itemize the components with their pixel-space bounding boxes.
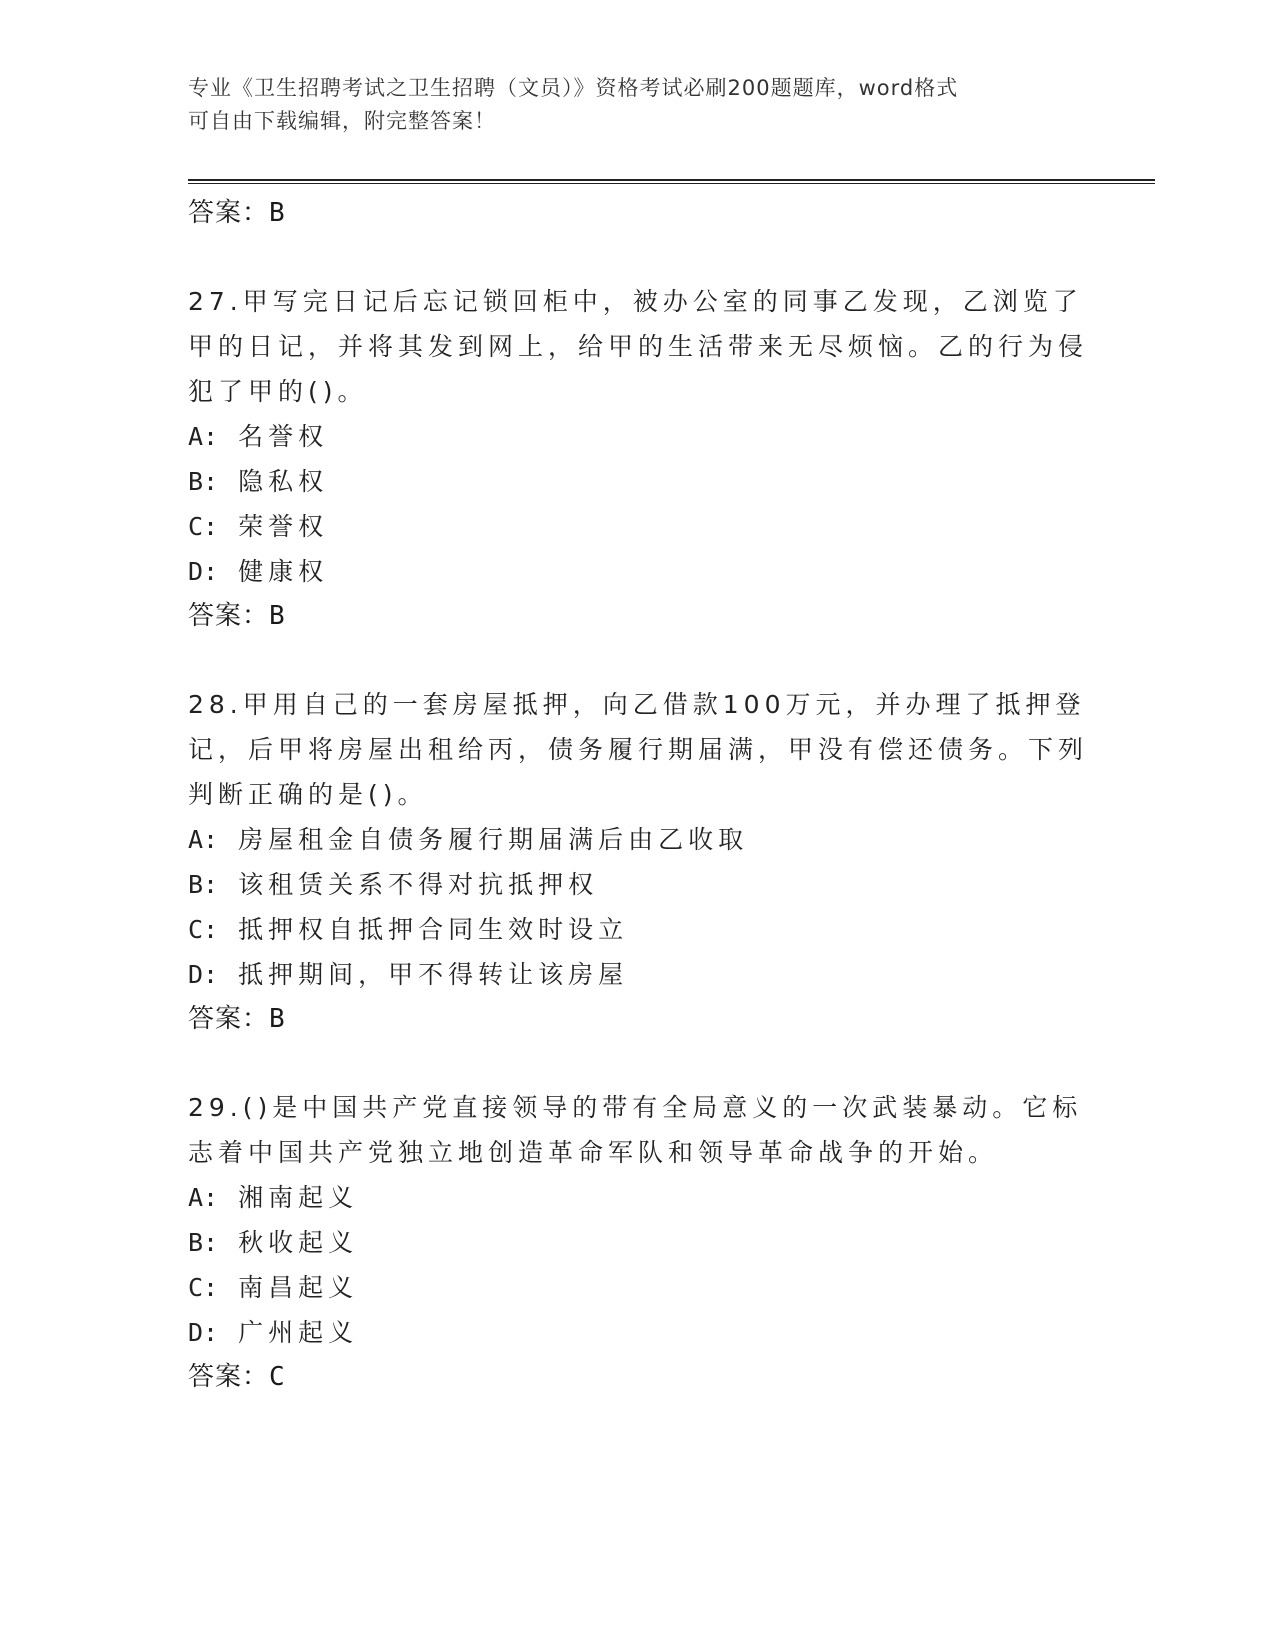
option-c: [188, 504, 1088, 549]
option-a: [188, 1175, 1088, 1220]
option-d: [188, 549, 1088, 594]
answer-label: 答案：: [188, 198, 270, 228]
option-key: C:: [188, 1273, 219, 1302]
option-b: [188, 459, 1088, 504]
option-key: B:: [188, 1228, 219, 1257]
option-b: [188, 862, 1088, 907]
option-key: D:: [188, 960, 219, 989]
option-key: D:: [188, 557, 219, 586]
answer-value: C: [269, 1362, 286, 1392]
answer-value: B: [269, 198, 286, 228]
question-text: 29.()是中国共产党直接领导的带有全局意义的一次武装暴动。它标志着中国共产党独立地创造革命军队和领导革命战争的开始。: [188, 1093, 1083, 1167]
question-29: [188, 1085, 1088, 1399]
option-key: C:: [188, 512, 219, 541]
answer-value: B: [269, 1004, 286, 1034]
option-text: 南昌起义: [238, 1273, 359, 1302]
option-key: A:: [188, 1183, 219, 1212]
option-text: 健康权: [238, 557, 329, 586]
option-text: 名誉权: [238, 422, 329, 451]
option-d: [188, 952, 1088, 997]
header-divider-thick: [188, 179, 1155, 181]
option-key: A:: [188, 422, 219, 451]
option-key: D:: [188, 1318, 219, 1347]
option-b: [188, 1220, 1088, 1265]
answer-label: 答案：: [188, 1362, 270, 1392]
option-c: [188, 1265, 1088, 1310]
option-text: 荣誉权: [238, 512, 329, 541]
option-key: C:: [188, 915, 219, 944]
option-a: [188, 817, 1088, 862]
option-text: 秋收起义: [238, 1228, 359, 1257]
option-d: [188, 1310, 1088, 1355]
option-key: B:: [188, 870, 219, 899]
option-text: 抵押期间，甲不得转让该房屋: [238, 960, 629, 989]
answer-label: 答案：: [188, 601, 270, 631]
header-divider-thin: [188, 183, 1155, 184]
option-key: B:: [188, 467, 219, 496]
question-text: 27.甲写完日记后忘记锁回柜中，被办公室的同事乙发现，乙浏览了甲的日记，并将其发到网上，给甲的生活带来无尽烦恼。乙的行为侵犯了甲的()。: [188, 287, 1089, 406]
question-27: [188, 279, 1088, 638]
option-text: 广州起义: [238, 1318, 359, 1347]
option-text: 该租赁关系不得对抗抵押权: [238, 870, 599, 899]
option-c: [188, 907, 1088, 952]
page-header: [188, 72, 1068, 138]
answer-line: [188, 594, 1088, 638]
answer-line: [188, 191, 1088, 235]
option-text: 湘南起义: [238, 1183, 359, 1212]
answer-value: B: [269, 601, 286, 631]
option-text: 隐私权: [238, 467, 329, 496]
header-title-line-1: 专业《卫生招聘考试之卫生招聘（文员）》资格考试必刷200题题库，word格式: [188, 76, 959, 100]
option-text: 房屋租金自债务履行期届满后由乙收取: [238, 825, 749, 854]
question-list: [188, 191, 1088, 1399]
option-a: [188, 414, 1088, 459]
answer-line: [188, 997, 1088, 1041]
answer-line: [188, 1355, 1088, 1399]
question-28: [188, 682, 1088, 1041]
answer-label: 答案：: [188, 1004, 270, 1034]
option-text: 抵押权自抵押合同生效时设立: [238, 915, 629, 944]
option-key: A:: [188, 825, 219, 854]
header-title-line-2: 可自由下载编辑，附完整答案！: [188, 109, 496, 133]
question-text: 28.甲用自己的一套房屋抵押，向乙借款100万元，并办理了抵押登记，后甲将房屋出租给丙，债务履行期届满，甲没有偿还债务。下列判断正确的是()。: [188, 690, 1089, 809]
